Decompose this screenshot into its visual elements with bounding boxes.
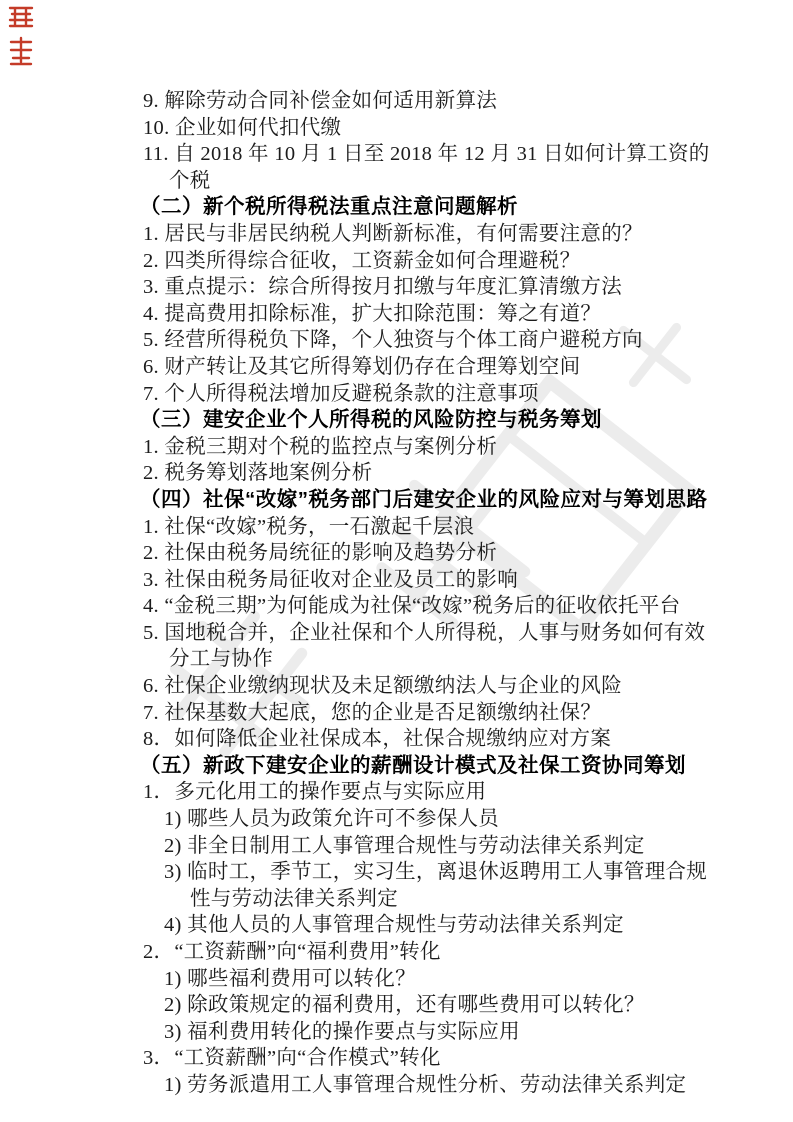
sub-list-item: 1) 哪些人员为政策允许可不参保人员 bbox=[164, 808, 500, 831]
list-item: 9. 解除劳动合同补偿金如何适用新算法 bbox=[143, 90, 498, 112]
list-item: 1. 金税三期对个税的监控点与案例分析 bbox=[143, 435, 498, 458]
list-item: 2. 四类所得综合征收，工资薪金如何合理避税？ bbox=[143, 249, 581, 272]
sub-list-item: 2) 非全日制用工人事管理合规性与劳动法律关系判定 bbox=[164, 834, 645, 857]
section-heading: （三）建安企业个人所得税的风险防控与税务筹划 bbox=[140, 408, 602, 432]
list-item: 2. 社保由税务局统征的影响及趋势分析 bbox=[143, 542, 498, 565]
list-item: 5. 经营所得税负下降，个人独资与个体工商户避税方向 bbox=[143, 329, 643, 352]
sub-list-item: 1) 哪些福利费用可以转化？ bbox=[164, 967, 416, 990]
list-item: 3. 重点提示：综合所得按月扣缴与年度汇算清缴方法 bbox=[143, 276, 622, 299]
sub-list-item: 3) 福利费用转化的操作要点与实际应用 bbox=[164, 1020, 520, 1043]
list-item: 3. 社保由税务局征收对企业及员工的影响 bbox=[143, 568, 518, 591]
sub-list-item: 4) 其他人员的人事管理合规性与劳动法律关系判定 bbox=[164, 914, 624, 937]
list-item: 11. 自 2018 年 10 月 1 日至 2018 年 12 月 31 日如何计算工资的个税 bbox=[143, 143, 710, 192]
section-heading: （二）新个税所得税法重点注意问题解析 bbox=[140, 195, 518, 219]
list-item: 4. 提高费用扣除标准，扩大扣除范围：筹之有道？ bbox=[143, 302, 602, 325]
list-item: 1．多元化用工的操作要点与实际应用 bbox=[143, 781, 487, 804]
list-item: 4. “金税三期”为何能成为社保“改嫁”税务后的征收依托平台 bbox=[143, 595, 681, 618]
list-item: 5. 国地税合并，企业社保和个人所得税，人事与财务如何有效分工与协作 bbox=[143, 621, 706, 671]
list-item: 10. 企业如何代扣代缴 bbox=[143, 116, 342, 139]
section-heading: （四）社保“改嫁”税务部门后建安企业的风险应对与筹划思路 bbox=[140, 487, 708, 511]
list-item: 8．如何降低企业社保成本，社保合规缴纳应对方案 bbox=[143, 728, 612, 751]
list-item: 2. 税务筹划落地案例分析 bbox=[143, 462, 373, 485]
list-item: 2．“工资薪酬”向“福利费用”转化 bbox=[143, 941, 441, 963]
sub-list-item: 2) 除政策规定的福利费用，还有哪些费用可以转化？ bbox=[164, 994, 645, 1017]
list-item: 3．“工资薪酬”向“合作模式”转化 bbox=[143, 1047, 441, 1070]
list-item: 6. 财产转让及其它所得筹划仍存在合理筹划空间 bbox=[143, 355, 581, 378]
list-item: 1. 社保“改嫁”税务，一石激起千层浪 bbox=[143, 515, 475, 538]
sub-list-item: 3) 临时工，季节工，实习生，离退休返聘用工人事管理合规性与劳动法律关系判定 bbox=[164, 861, 708, 910]
section-heading: （五）新政下建安企业的薪酬设计模式及社保工资协同筹划 bbox=[140, 753, 686, 777]
sub-list-item: 1) 劳务派遣用工人事管理合规性分析、劳动法律关系判定 bbox=[164, 1073, 687, 1096]
list-item: 7. 社保基数大起底，您的企业是否足额缴纳社保？ bbox=[143, 701, 602, 724]
list-item: 6. 社保企业缴纳现状及未足额缴纳法人与企业的风险 bbox=[143, 675, 622, 698]
list-item: 1. 居民与非居民纳税人判断新标准，有何需要注意的？ bbox=[143, 222, 643, 245]
list-item: 7. 个人所得税法增加反避税条款的注意事项 bbox=[143, 382, 539, 405]
